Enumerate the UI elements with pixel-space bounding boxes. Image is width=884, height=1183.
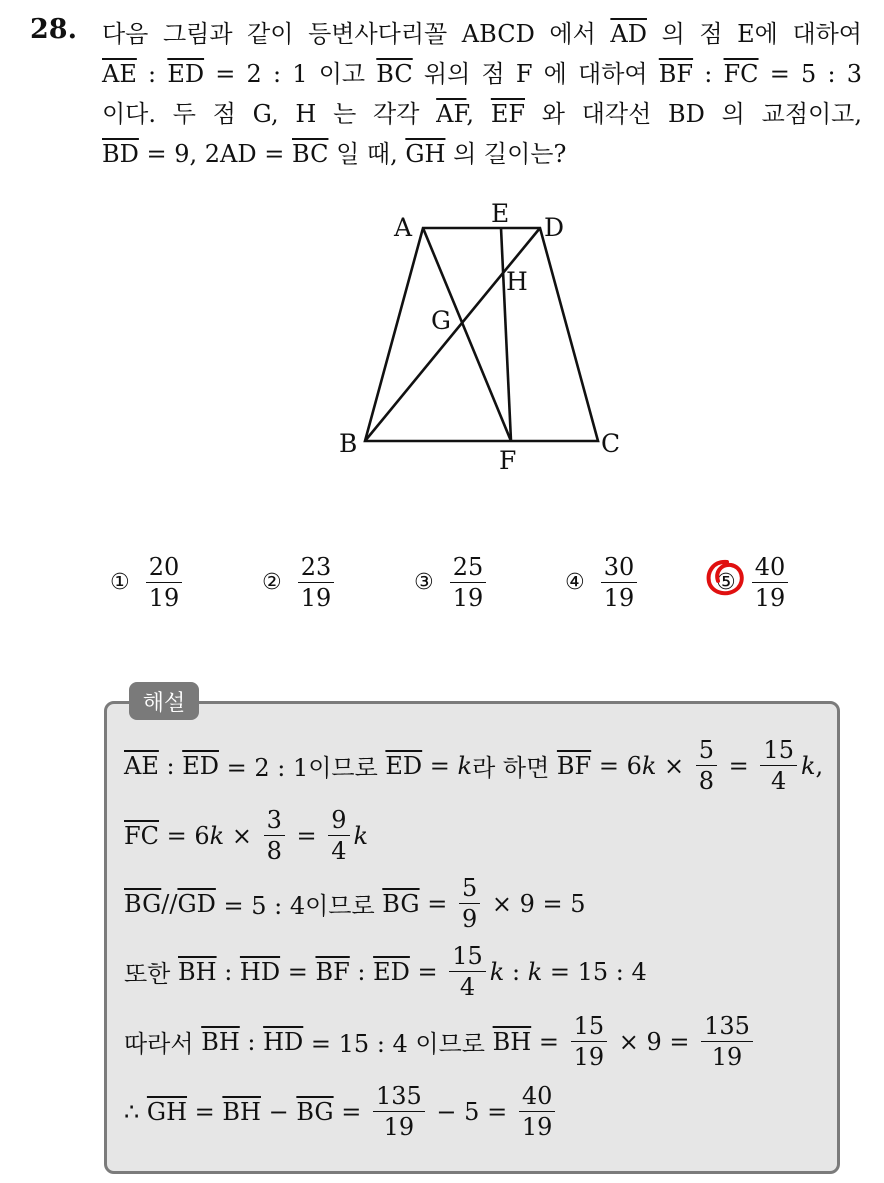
segment-BC: $\overline{BC}$ — [376, 60, 413, 88]
denominator: 8 — [698, 767, 715, 795]
text: − 5 = — [428, 1097, 515, 1126]
var-k: k — [527, 957, 543, 986]
segment-BH: $\overline{BH}$ — [492, 1027, 532, 1056]
numerator: 15 — [449, 944, 486, 972]
label-E: E — [491, 199, 510, 228]
denominator: 4 — [771, 767, 787, 795]
choice-3-denominator: 19 — [452, 583, 484, 612]
numerator: 5 — [459, 876, 480, 904]
segment-AD: $\overline{AD}$ — [610, 20, 647, 48]
var-k: k — [353, 821, 369, 850]
choice-5-denominator: 19 — [754, 583, 786, 612]
var-k: k — [457, 751, 473, 780]
solution-line-3 — [124, 876, 586, 931]
therefore-symbol: ∴ — [124, 1097, 147, 1126]
segment-EF — [501, 228, 511, 441]
numerator: 135 — [701, 1014, 753, 1042]
solution-line-5 — [124, 1014, 757, 1069]
text: = — [187, 1097, 223, 1126]
segment-GH: $\overline{GH}$ — [146, 1097, 188, 1126]
text: = — [288, 821, 325, 850]
choice-1-mark: ① — [110, 569, 130, 595]
text: = — [409, 957, 446, 986]
label-H: H — [506, 267, 528, 296]
segment-ED: $\overline{ED}$ — [182, 751, 219, 780]
trapezoid-outline — [365, 228, 598, 441]
segment-HD: $\overline{HD}$ — [239, 957, 281, 986]
text: // — [161, 889, 178, 918]
segment-ED: $\overline{ED}$ — [167, 60, 205, 88]
segment-AE: $\overline{AE}$ — [102, 60, 137, 88]
segment-EF: $\overline{EF}$ — [490, 100, 525, 128]
question-line-3: 이다. 두 점 G, H 는 각각 $\overline{AF}$, $\overline{EF}$ 와 대각선 BD 의 교점이고, — [102, 100, 862, 128]
solution-line-6 — [124, 1084, 559, 1139]
var-k: k — [209, 821, 225, 850]
text: : — [158, 751, 183, 780]
text: = 15 : 4 이므로 — [303, 1030, 493, 1058]
denominator: 4 — [459, 973, 476, 1001]
solution-tag: 해설 — [129, 682, 199, 720]
choice-3-mark: ③ — [414, 569, 434, 595]
fraction — [696, 738, 717, 793]
fraction — [701, 1014, 753, 1069]
var-k: k — [641, 751, 657, 780]
label-B: B — [339, 429, 358, 458]
text: − — [260, 1097, 297, 1126]
segment-BG: $\overline{BG}$ — [296, 1097, 334, 1126]
choice-5-fraction — [752, 552, 789, 612]
text: = 5 : 4이므로 — [215, 892, 383, 920]
text: = 6 — [159, 821, 210, 850]
choice-3-numerator: 25 — [450, 555, 487, 583]
text: = — [422, 751, 458, 780]
choice-1-numerator: 20 — [146, 555, 183, 583]
choice-5-numerator: 40 — [752, 555, 789, 583]
choice-4[interactable] — [565, 550, 639, 614]
choice-3[interactable] — [414, 550, 488, 614]
choice-2-numerator: 23 — [298, 555, 335, 583]
segment-FC: $\overline{FC}$ — [723, 60, 759, 88]
segment-BH: $\overline{BH}$ — [178, 957, 217, 986]
text: : — [216, 957, 240, 986]
fraction — [264, 808, 285, 863]
fraction — [459, 876, 480, 931]
numerator: 15 — [760, 738, 797, 766]
segment-BD — [365, 228, 540, 441]
text: × 9 = 5 — [484, 889, 586, 918]
choice-3-fraction — [450, 552, 487, 612]
choice-4-numerator: 30 — [601, 555, 638, 583]
label-G: G — [431, 306, 451, 335]
var-k: k — [800, 751, 816, 780]
segment-FC: $\overline{FC}$ — [124, 821, 160, 850]
choice-4-fraction — [601, 552, 638, 612]
segment-AE: $\overline{AE}$ — [124, 751, 159, 780]
text: 라 하면 — [472, 754, 557, 782]
text: 또한 — [124, 960, 178, 988]
solution-line-4 — [124, 944, 647, 999]
segment-BH: $\overline{BH}$ — [222, 1097, 261, 1126]
choice-2-fraction — [298, 552, 335, 612]
solution-line-2 — [124, 808, 368, 863]
label-D: D — [544, 213, 565, 242]
question-number: 28. — [30, 14, 77, 45]
segment-BF: $\overline{BF}$ — [315, 957, 350, 986]
numerator: 5 — [696, 738, 717, 766]
fraction — [373, 1084, 425, 1139]
choice-5-mark: ⑤ — [716, 569, 736, 595]
segment-HD: $\overline{HD}$ — [263, 1027, 304, 1056]
text: : — [349, 957, 374, 986]
segment-BC: $\overline{BC}$ — [292, 140, 329, 168]
choice-4-mark: ④ — [565, 569, 585, 595]
text: , — [815, 751, 824, 780]
fraction — [449, 944, 486, 999]
segment-BD: $\overline{BD}$ — [102, 140, 139, 168]
question-text — [102, 14, 862, 174]
numerator: 15 — [571, 1014, 608, 1042]
fraction — [760, 738, 797, 793]
fraction — [328, 808, 349, 863]
text: = — [419, 889, 455, 918]
text: = 2 : 1이므로 — [218, 754, 386, 782]
choice-1[interactable] — [110, 550, 184, 614]
segment-AF: $\overline{AF}$ — [436, 100, 467, 128]
answer-circle-mark — [703, 556, 747, 600]
denominator: 19 — [711, 1043, 743, 1071]
segment-ED: $\overline{ED}$ — [385, 751, 423, 780]
text: = — [280, 957, 316, 986]
label-C: C — [601, 429, 621, 458]
segment-ED: $\overline{ED}$ — [373, 957, 410, 986]
text: = 6 — [591, 751, 642, 780]
text: = — [531, 1027, 567, 1056]
text: × — [224, 821, 260, 850]
fraction — [519, 1084, 556, 1139]
text: × — [656, 751, 692, 780]
text: : — [239, 1027, 264, 1056]
text: 따라서 — [124, 1030, 202, 1058]
question-line-4: $\overline{BD} = 9$, $2AD = \overline{BC}$ 일 때, $\overline{GH}$ 의 길이는? — [102, 140, 567, 168]
choice-4-denominator: 19 — [603, 583, 635, 612]
segment-BH: $\overline{BH}$ — [201, 1027, 240, 1056]
choice-2[interactable] — [262, 550, 336, 614]
numerator: 135 — [373, 1084, 425, 1112]
denominator: 19 — [573, 1043, 605, 1071]
segment-BF: $\overline{BF}$ — [556, 751, 592, 780]
label-F: F — [499, 446, 517, 475]
choice-1-fraction — [146, 552, 183, 612]
choice-2-mark: ② — [262, 569, 282, 595]
numerator: 3 — [264, 808, 285, 836]
choice-1-denominator: 19 — [148, 583, 180, 612]
choice-2-denominator: 19 — [300, 583, 332, 612]
solution-line-1 — [124, 738, 823, 793]
var-k: k — [489, 957, 505, 986]
trapezoid-figure — [330, 190, 630, 490]
label-A: A — [394, 213, 413, 242]
segment-BG: $\overline{BG}$ — [124, 889, 162, 918]
text: × 9 = — [611, 1027, 698, 1056]
denominator: 9 — [461, 905, 478, 933]
question-line-2: $\overline{AE}$ : $\overline{ED} = 2$ : 1 이고 $\overline{BC}$ 위의 점 F 에 대하여 $\overline{BF}$ : $\overline{FC} = 5$ : 3 — [102, 60, 863, 88]
text: = — [721, 751, 757, 780]
denominator: 8 — [266, 837, 282, 865]
denominator: 19 — [521, 1113, 553, 1141]
segment-GD: $\overline{GD}$ — [177, 889, 216, 918]
text: = — [333, 1097, 369, 1126]
segment-BG: $\overline{BG}$ — [382, 889, 420, 918]
segment-BF: $\overline{BF}$ — [658, 60, 694, 88]
denominator: 4 — [331, 837, 347, 865]
text: = 15 : 4 — [542, 957, 647, 986]
text: : — [504, 957, 528, 986]
denominator: 19 — [383, 1113, 415, 1141]
segment-GH: $\overline{GH}$ — [405, 140, 446, 168]
fraction — [571, 1014, 608, 1069]
numerator: 9 — [328, 808, 349, 836]
numerator: 40 — [519, 1084, 556, 1112]
question-line-1: 다음 그림과 같이 등변사다리꼴 ABCD 에서 $\overline{AD}$ 의 점 E에 대하여 — [102, 20, 862, 48]
